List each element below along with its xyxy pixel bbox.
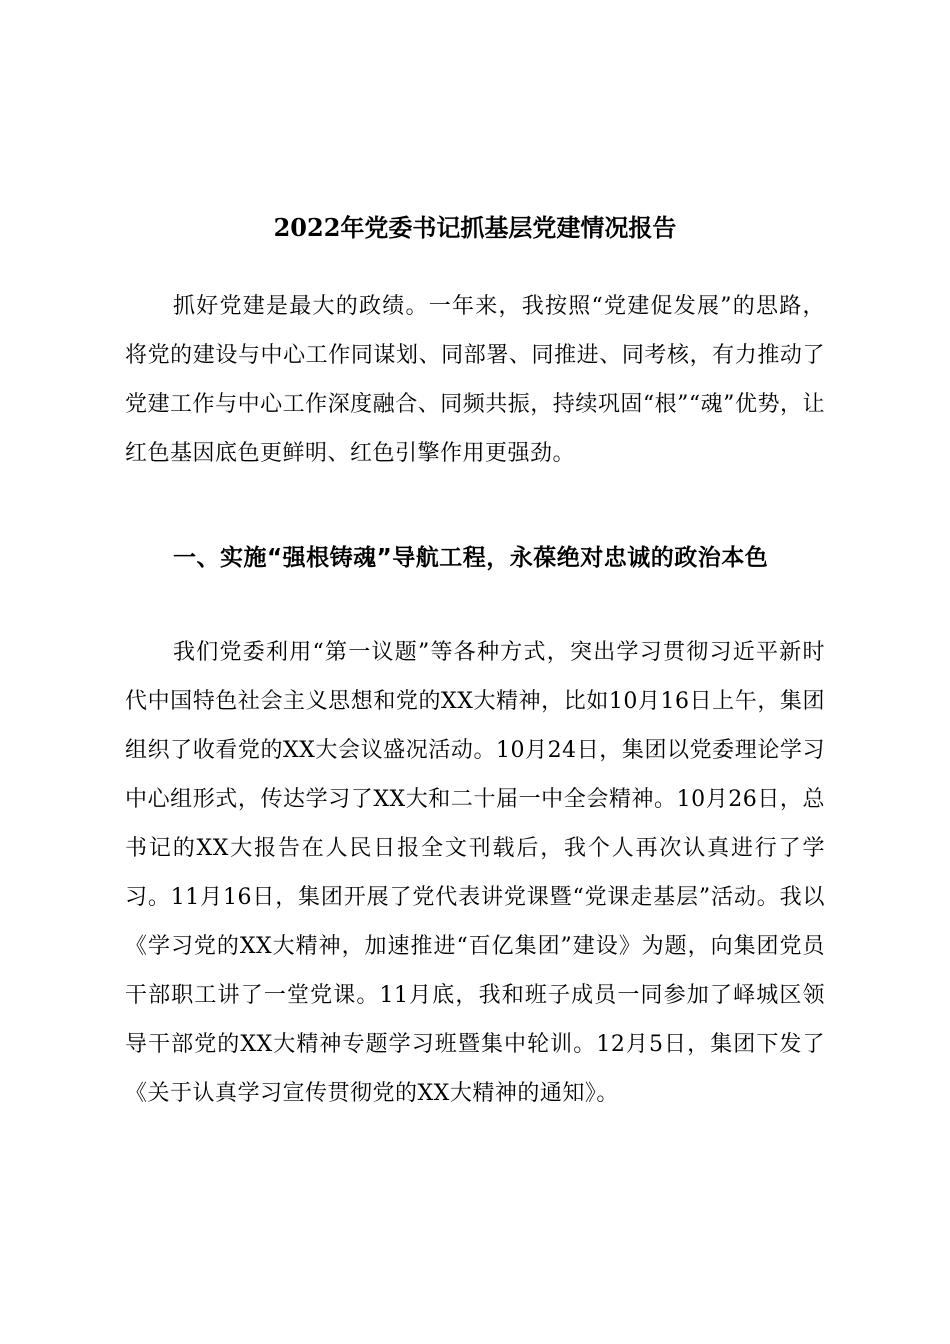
section-heading-1: 一、实施“强根铸魂”导航工程，永葆绝对忠诚的政治本色: [173, 545, 769, 571]
intro-paragraph: 抓好党建是最大的政绩。一年来，我按照“党建促发展”的思路，将党的建设与中心工作同谋划、同部署、同推进、同考核，有力推动了党建工作与中心工作深度融合、同频共振，持续巩固“根”“魂”优势，让红色基因底色更鲜明、红色引擎作用更强劲。: [125, 294, 825, 466]
document-title: 2022年党委书记抓基层党建情况报告: [273, 213, 677, 242]
section-1-paragraph: 我们党委利用“第一议题”等各种方式，突出学习贯彻习近平新时代中国特色社会主义思想和党的XX大精神，比如10月16日上午，集团组织了收看党的XX大会议盛况活动。10月24日，集团以党委理论学习中心组形式，传达学习了XX大和二十届一中全会精神。10月26日，总书记的XX大报告在人民日报全文刊载后，我个人再次认真进行了学习。11月16日，集团开展了党代表讲党课暨“党课走基层”活动。我以《学习党的XX大精神，加速推进“百亿集团”建设》为题，向集团党员干部职工讲了一堂党课。11月底，我和班子成员一同参加了峄城区领导干部党的XX大精神专题学习班暨集中轮训。12月5日，集团下发了《关于认真学习宣传贯彻党的XX大精神的通知》。: [125, 640, 825, 1106]
